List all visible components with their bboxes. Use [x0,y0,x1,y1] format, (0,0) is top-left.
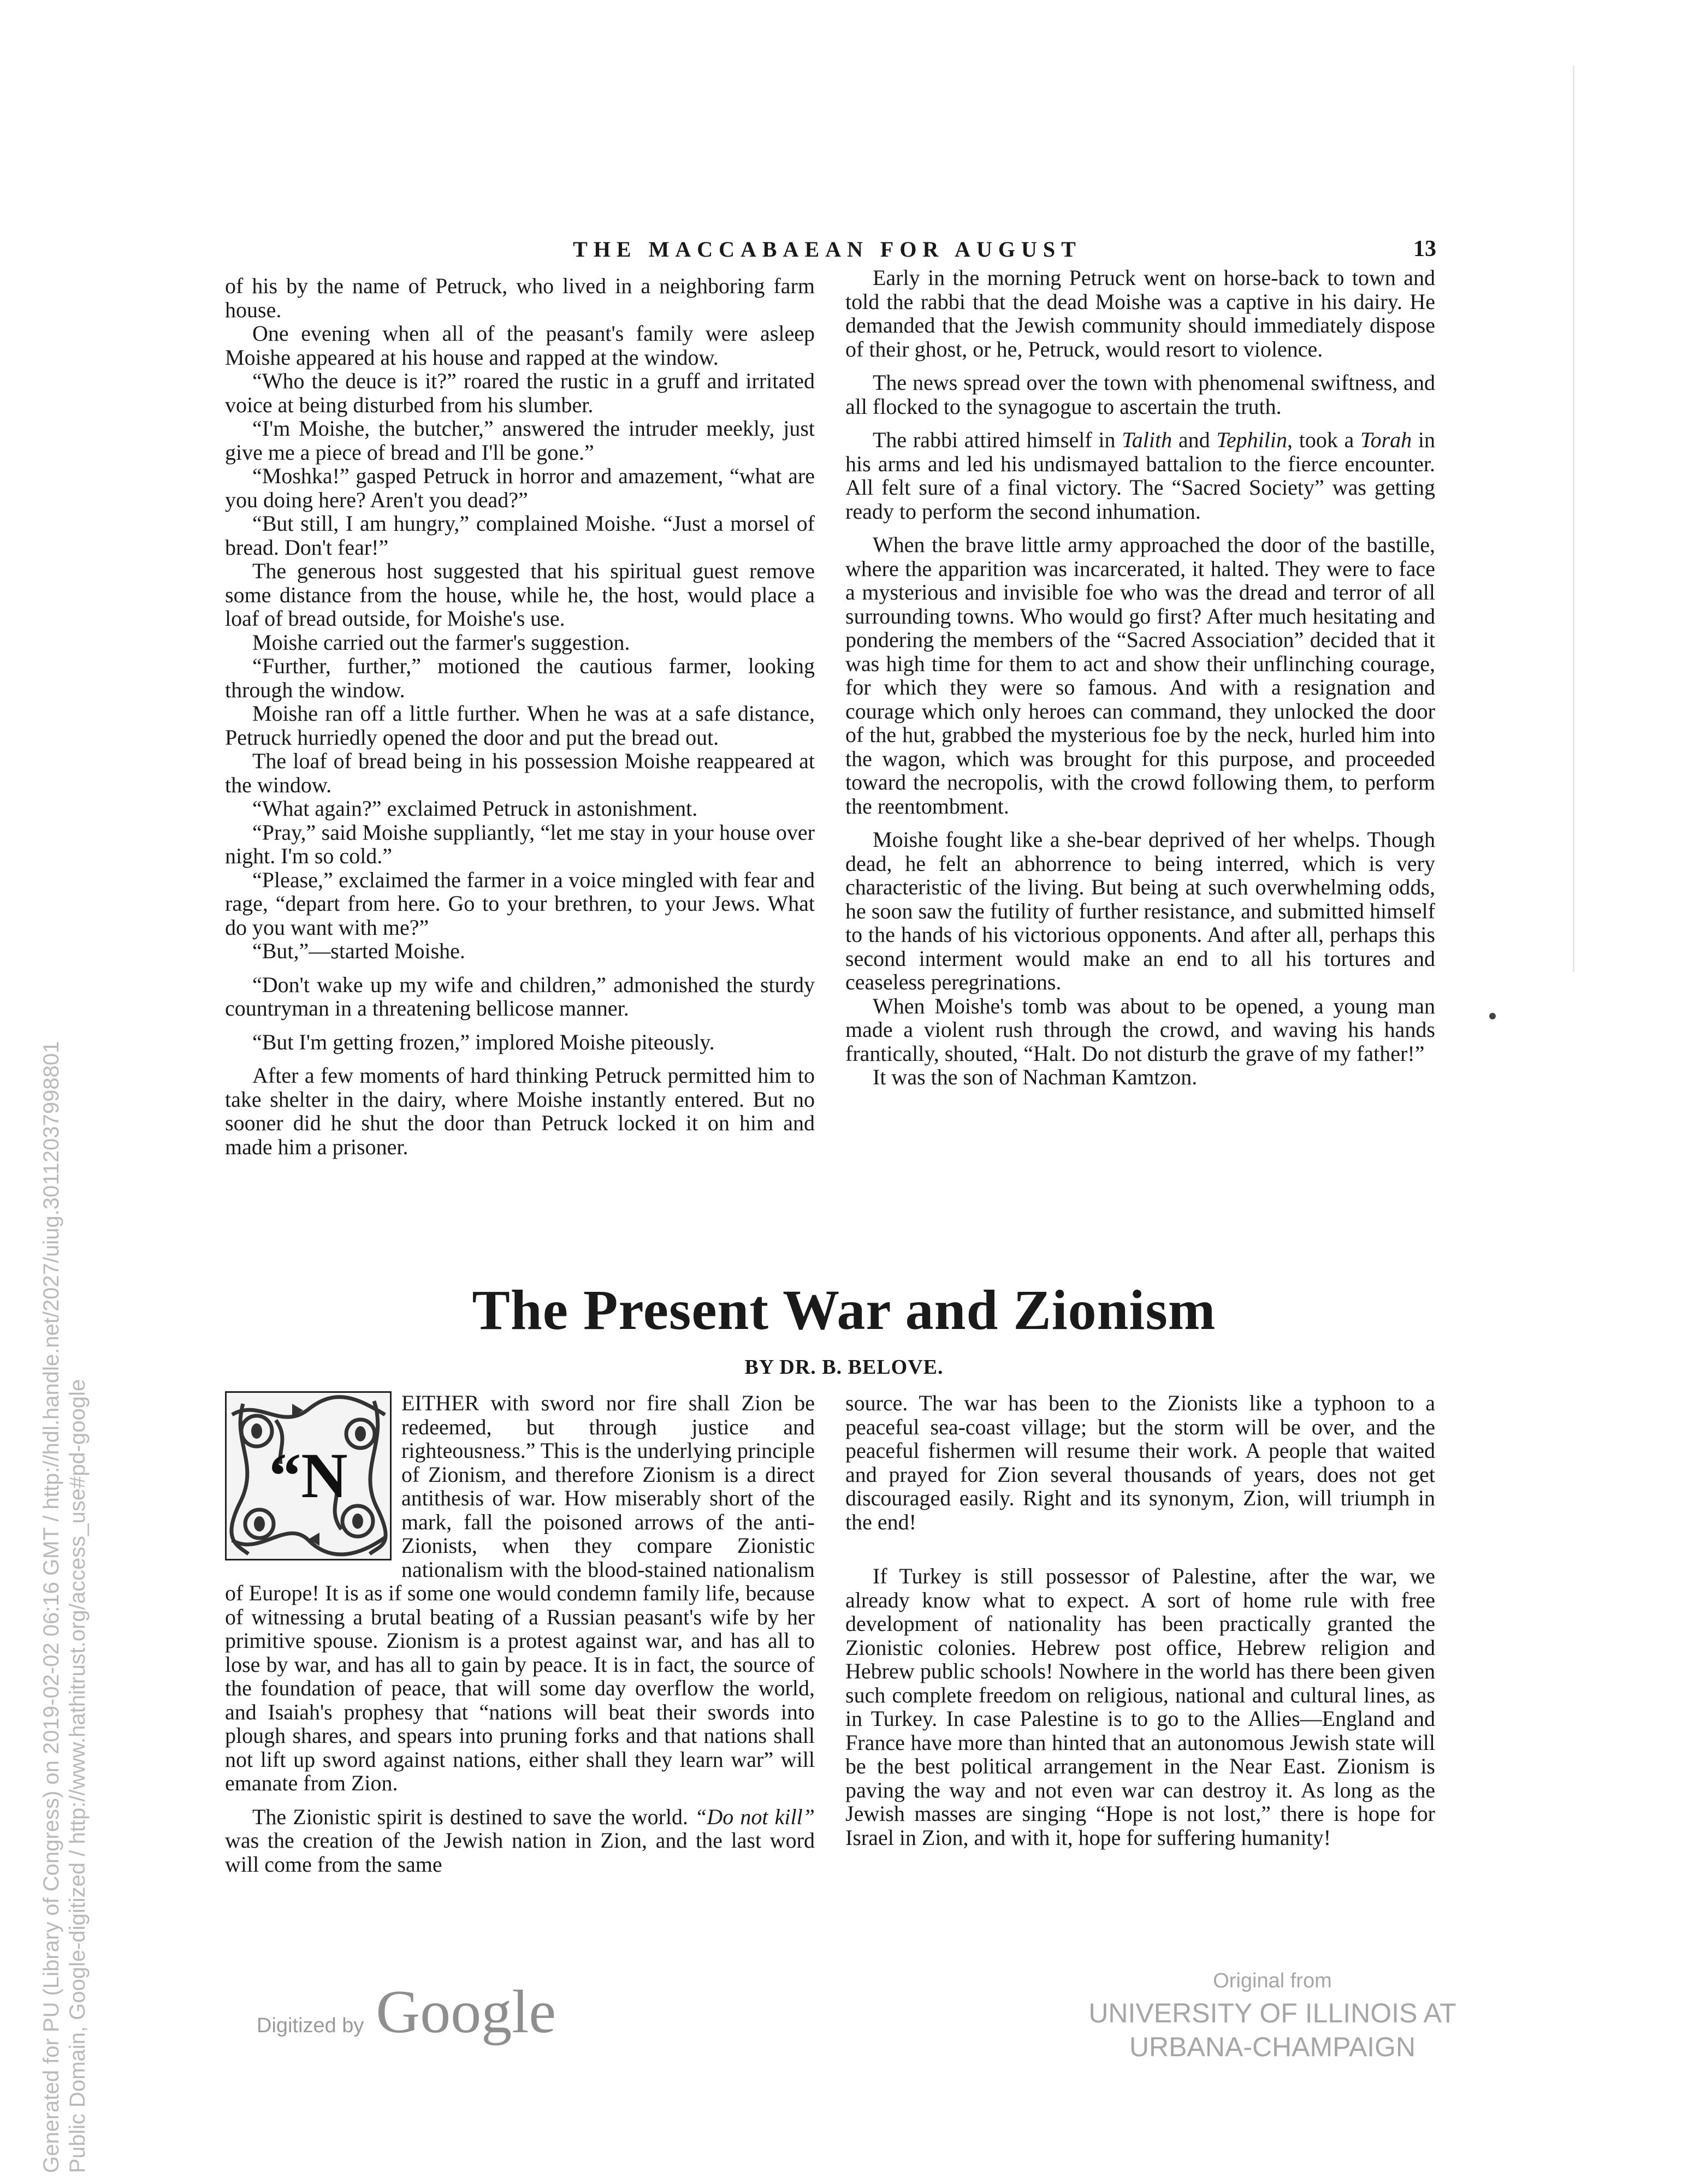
original-from-mark [1049,1966,1496,2064]
story-paragraph: of his by the name of Petruck, who lived in a neighboring farm house. [225,274,815,322]
story-paragraph: “Moshka!” gasped Petruck in horror and amazement, “what are you doing here? Aren't you dead?” [225,464,815,512]
ink-speck [1489,1013,1496,1019]
digitized-by-label: Digitized by [257,2014,364,2037]
article-title: The Present War and Zionism [472,1279,1216,1342]
story-paragraph: Moishe fought like a she-bear deprived of her whelps. Though dead, he felt an abhorrence to being interred, which is very characteristic of the living. But being at such overwhelming odds, he soon saw the futility of further resistance, and submitted himself to the hands of his victorious opponents. And after all, perhaps this second interment would make an end to all his tortures and ceaseless peregrinations. [845,827,1435,994]
story-paragraph: “Don't wake up my wife and children,” admonished the sturdy countryman in a threatening bellicose manner. [225,972,815,1020]
side-stamp-line-1: Generated for PU (Library of Congress) on 2019-02-02 06:16 GMT / http://hdl.handle.net/2027/uiug.30112037998801 [39,1041,63,2173]
story-paragraph: Early in the morning Petruck went on horse-back to town and told the rabbi that the dead Moishe was a captive in his dairy. He demanded that the Jewish community should immediately dispose of their ghost, or he, Petruck, would resort to violence. [845,265,1435,361]
story-paragraph: “But still, I am hungry,” complained Moishe. “Just a morsel of bread. Don't fear!” [225,511,815,560]
running-title: THE MACCABAEAN FOR AUGUST [573,237,1082,262]
article-text: was the creation of the Jewish nation in Zion, and the last word will come from the same [225,1828,815,1877]
story-paragraph: When the brave little army approached the door of the bastille, where the apparition was incarcerated, it halted. They were to face a mysterious and invisible foe who was the dread and terror of all surrounding towns. Who would go first? After much hesitating and pondering the members of the “Sacred Association” decided that it was high time for them to act and show their unflinching courage, for which they were so famous. And with a resignation and courage which only heroes can command, they unlocked the door of the hut, grabbed the mysterious foe by the neck, hurled him into the wagon, which was brought for this purpose, and proceeded toward the necropolis, with the crowd following them, to perform the reentombment. [845,532,1435,818]
article-text: The Zionistic spirit is destined to save the world. [252,1804,689,1829]
italic-term: Torah [1360,428,1412,452]
story-column-left [225,274,815,1159]
page-header [218,213,1436,262]
story-paragraph: “Who the deuce is it?” roared the rustic in a gruff and irritated voice at being disturbed from his slumber. [225,369,815,417]
story-paragraph: The loaf of bread being in his possession Moishe reappeared at the window. [225,749,815,797]
story-paragraph: “But I'm getting frozen,” implored Moishe piteously. [252,1029,715,1054]
story-paragraph: One evening when all of the peasant's family were asleep Moishe appeared at his house and rapped at the window. [225,321,815,370]
article-paragraph: If Turkey is still possessor of Palestine, after the war, we already know what to expect. A sort of home rule with free development of nationality has been practically granted the Zionistic colonies. Hebrew post office, Hebrew religion and Hebrew public schools! Nowhere in the world has there been given such complete freedom on religious, national and cultural lines, as in Turkey. In case Palestine is to go to the Allies—England and France have more than hinted that an autonomous Jewish state will be the best political arrangement in the Near East. Zionism is paving the way and not even war can destroy it. As long as the Jewish masses are singing “Hope is not lost,” there is hope for Israel in Zion, and with it, hope for suffering humanity! [845,1564,1435,1850]
italic-term: Tephilin [1216,428,1287,452]
article-column-left [225,1391,815,1876]
hathitrust-side-stamp [38,1041,91,2173]
story-paragraph: The rabbi attired himself in Talith and Tephilin, took a Torah in his arms and led his undismayed battalion to the fierce encounter. All felt sure of a final victory. The “Sacred Society” was getting ready to perform the second inhumation. [845,428,1435,524]
story-paragraph: “But,”—started Moishe. [252,939,465,963]
story-paragraph: It was the son of Nachman Kamtzon. [873,1065,1198,1089]
story-paragraph: When Moishe's tomb was about to be opened, a young man made a violent rush through the crowd, and waving his hands frantically, shouted, “Halt. Do not disturb the grave of my father!” [845,993,1435,1066]
story-paragraph: “Please,” exclaimed the farmer in a voice mingled with fear and rage, “depart from here. Go to your brethren, to your Jews. What do you want with me?” [225,867,815,940]
story-paragraph: The news spread over the town with phenomenal swiftness, and all flocked to the synagogue to ascertain the truth. [845,370,1435,419]
story-column-right [845,266,1435,1089]
story-paragraph: The generous host suggested that his spiritual guest remove some distance from the house, while he, the host, would place a loaf of bread outside, for Moishe's use. [225,559,815,631]
original-from-label: Original from [1213,1969,1332,1992]
story-paragraph: After a few moments of hard thinking Petruck permitted him to take shelter in the dairy, where Moishe instantly entered. But no sooner did he shut the door than Petruck locked it on him and made him a prisoner. [225,1063,815,1159]
story-paragraph: “Further, further,” motioned the cautious farmer, looking through the window. [225,654,815,702]
article-paragraph [225,1805,815,1877]
article-italic-quote: “Do not kill” [695,1804,815,1829]
university-line-1: UNIVERSITY OF ILLINOIS AT [1088,1998,1456,2028]
story-paragraph: “I'm Moishe, the butcher,” answered the intruder meekly, just give me a piece of bread and I'll be gone.” [225,416,815,465]
story-paragraph: “What again?” exclaimed Petruck in astonishment. [252,796,698,821]
article-paragraph: source. The war has been to the Zionists like a typhoon to a peaceful sea-coast village; but the storm will be over, and the peaceful fishermen will resume their work. A people that waited and prayed for Zion several thousands of years, does not get discouraged easily. Right and its synonym, Zion, will triumph in the end! [845,1391,1435,1534]
article-column-right [845,1391,1435,1849]
italic-term: Talith [1122,428,1172,452]
google-logo: Google [376,1978,556,2046]
ornamental-drop-cap [225,1391,392,1560]
page-number: 13 [1413,236,1436,262]
page-edge-shadow [1573,66,1574,972]
article-byline: BY DR. B. BELOVE. [744,1356,944,1379]
google-digitized-mark [257,1978,584,2048]
story-paragraph: Moishe ran off a little further. When he was at a safe distance, Petruck hurriedly opened the door and put the bread out. [225,701,815,750]
story-paragraph: Moishe carried out the farmer's suggestion. [252,630,630,655]
side-stamp-line-2: Public Domain, Google-digitized / http://www.hathitrust.org/access_use#pd-google [66,1379,90,2173]
story-paragraph: “Pray,” said Moishe suppliantly, “let me stay in your house over night. I'm so cold.” [225,820,815,868]
article-paragraph: EITHER with sword nor fire shall Zion be redeemed, but through justice and righteousness.” This is the underlying principle of Zionism, and therefore Zionism is a direct antithesis of war. How miserably short of the mark, fall the poisoned arrows of the anti-Zionists, when they compare Zionistic nationalism with the blood-stained nationalism of Europe! It is as if some one would condemn family life, because of witnessing a brutal beating of a Russian peasant's wife by her primitive spouse. Zionism is a protest against war, and has all to lose by war, and has all to gain by peace. It is in fact, the source of the foundation of peace, that will some day overflow the world, and Isaiah's prophesy that “nations will beat their swords into plough shares, and spears into pruning forks and that nations shall not lift up sword against nations, either shall they learn war” will emanate from Zion. [225,1391,815,1795]
university-line-2: URBANA-CHAMPAIGN [1129,2032,1416,2062]
drop-cap-letter: “N [263,1464,353,1488]
